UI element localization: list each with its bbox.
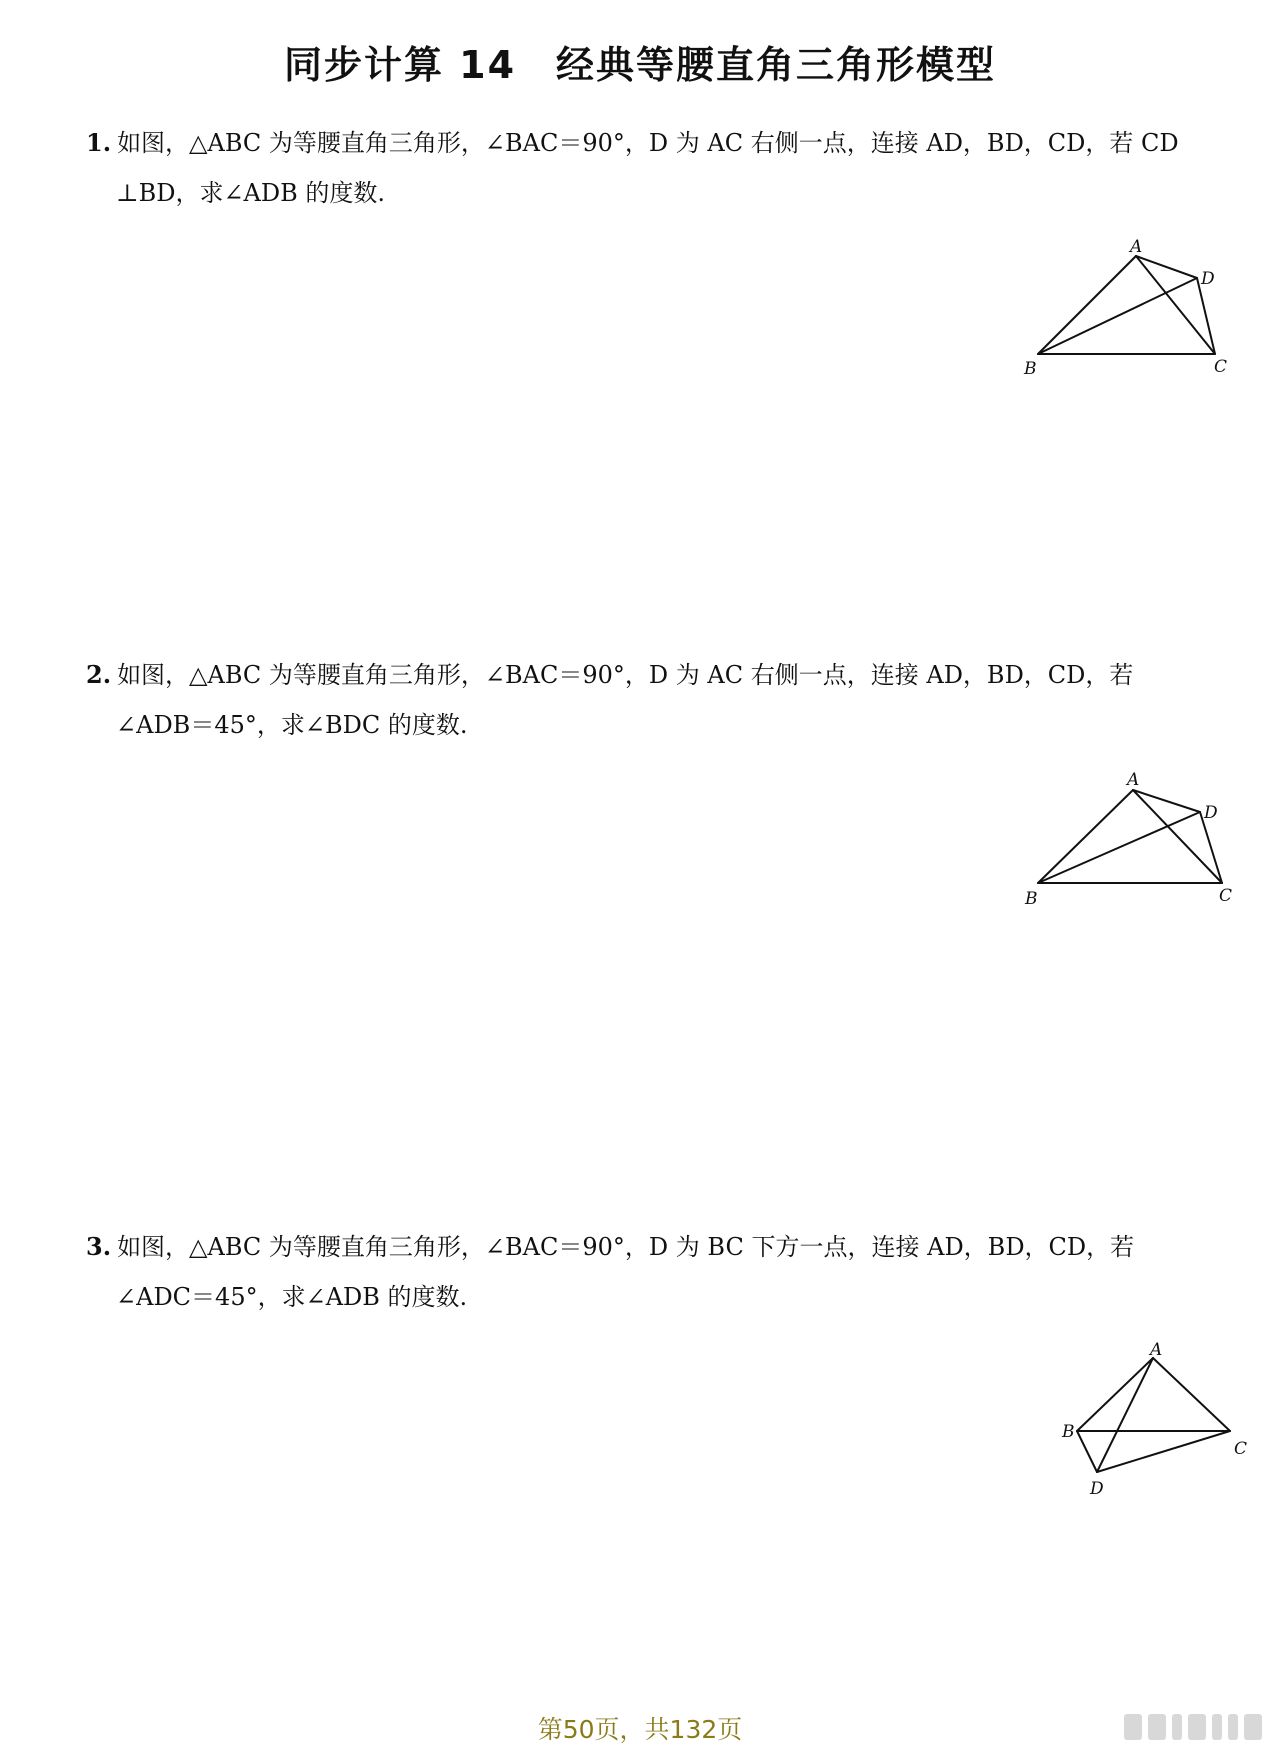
- point-label-b: B: [1062, 1422, 1075, 1442]
- problem-2: [86, 650, 1236, 750]
- point-label-d: D: [1204, 803, 1218, 823]
- segment-cd: [1097, 1431, 1230, 1472]
- problem-text-line1: 如图，△ABC 为等腰直角三角形，∠BAC＝90°，D 为 BC 下方一点，连接 AD，BD，CD，若: [117, 1233, 1135, 1261]
- point-label-c: C: [1234, 1439, 1248, 1459]
- problem-text-line1: 如图，△ABC 为等腰直角三角形，∠BAC＝90°，D 为 AC 右侧一点，连接 AD，BD，CD，若: [117, 661, 1134, 689]
- figure-2: [1020, 768, 1240, 918]
- page-title: 同步计算 14 经典等腰直角三角形模型: [283, 43, 997, 87]
- segment-ac: [1153, 1358, 1230, 1431]
- point-label-d: D: [1201, 269, 1215, 289]
- problem-text-line2: ∠ADB＝45°，求∠BDC 的度数.: [116, 711, 468, 739]
- point-label-b: B: [1025, 889, 1038, 909]
- problem-text-line1: 如图，△ABC 为等腰直角三角形，∠BAC＝90°，D 为 AC 右侧一点，连接 AD，BD，CD，若 CD: [117, 129, 1179, 157]
- point-label-b: B: [1024, 359, 1037, 379]
- segment-bd: [1038, 278, 1197, 354]
- problem-text-line2: ∠ADC＝45°，求∠ADB 的度数.: [116, 1283, 468, 1311]
- figure-3: [1050, 1338, 1250, 1498]
- point-label-a: A: [1127, 770, 1140, 790]
- watermark-icon: [1124, 1714, 1262, 1740]
- point-label-a: A: [1150, 1340, 1163, 1360]
- problem-3: [86, 1222, 1236, 1322]
- segment-ab: [1038, 256, 1136, 354]
- segment-bd: [1077, 1431, 1097, 1472]
- problem-number: 3.: [86, 1232, 112, 1261]
- problem-text-line2: ⊥BD，求∠ADB 的度数.: [116, 179, 386, 207]
- page-indicator: 第50页，共132页: [537, 1715, 743, 1744]
- segment-ab: [1077, 1358, 1153, 1431]
- point-label-a: A: [1130, 237, 1143, 257]
- figure-1: [1020, 238, 1240, 388]
- segment-ab: [1038, 790, 1133, 883]
- problem-number: 2.: [86, 660, 112, 689]
- segment-bd: [1038, 812, 1200, 883]
- point-label-d: D: [1090, 1479, 1104, 1499]
- problem-number: 1.: [86, 128, 112, 157]
- problem-1: [86, 118, 1236, 218]
- point-label-c: C: [1214, 357, 1228, 377]
- point-label-c: C: [1219, 886, 1233, 906]
- segment-ad: [1097, 1358, 1153, 1472]
